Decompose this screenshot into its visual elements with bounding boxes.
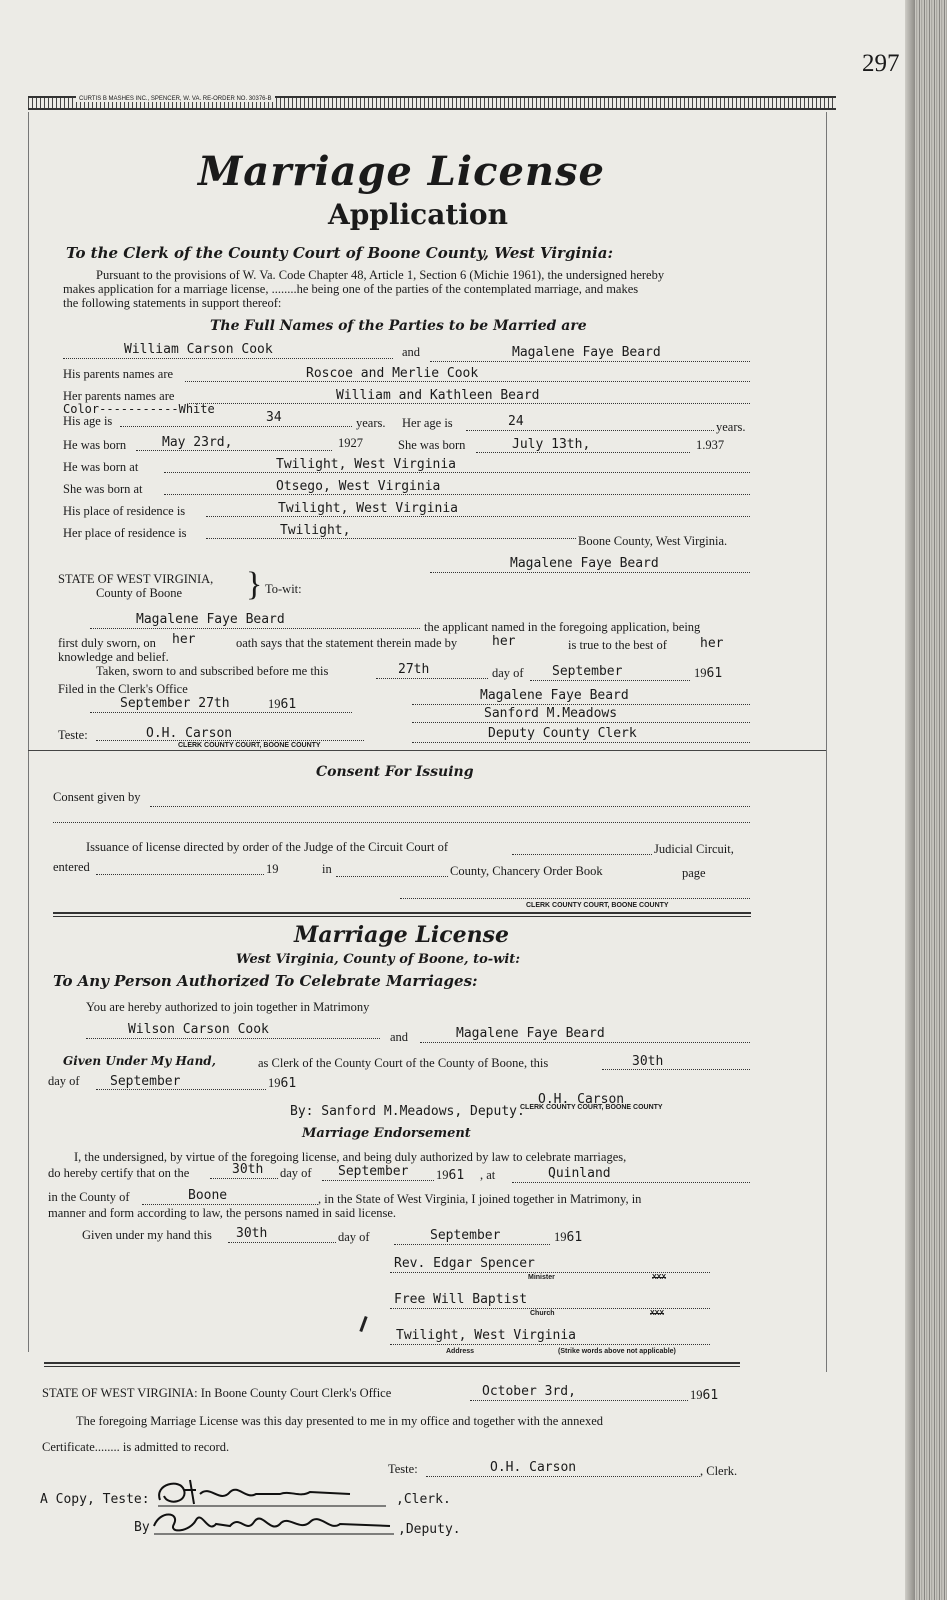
entered-county-line [336,876,448,877]
signer-2-line [412,722,750,723]
top-border-band [28,96,836,110]
endorsement-county-line [142,1204,318,1205]
entered-line [96,874,264,875]
endorsement-month-line [322,1180,434,1181]
recording-text-2: Certificate........ is admitted to record. [42,1440,230,1454]
license-year: 61 [280,1076,297,1091]
license-clerk-caption: CLERK COUNTY COURT, BOONE COUNTY [520,1104,663,1111]
endorsement-given-day-line [228,1242,336,1243]
authorized-text: You are hereby authorized to join together in Matrimony [86,1000,370,1014]
given-month-line [96,1089,266,1090]
endorsement-text-1: I, the undersigned, by virtue of the foregoing license, and being duly authorized by law to celebrate marriages, [74,1150,627,1164]
given-day-line [602,1069,750,1070]
endorsement-given-year-prefix: 19 [554,1230,567,1244]
his-parents-label: His parents names are [63,367,174,381]
license-bride: Magalene Faye Beard [456,1026,605,1041]
affidavit-pron-1: her [172,632,196,647]
printer-mark: CURTIS B MASHES INC., SPENCER, W. VA. RE-ORDER NO. 30376-B [76,96,275,102]
filed-date: September 27th [120,696,230,711]
her-age-label: Her age is [402,416,453,430]
church-line [390,1308,710,1309]
license-groom-line [86,1038,380,1039]
his-residence: Twilight, West Virginia [278,501,459,516]
sworn-day-of: day of [492,666,524,680]
sworn-month-line [530,680,690,681]
her-age-line [466,430,714,431]
given-text: as Clerk of the County Court of the County of Boone, this [258,1056,549,1070]
deputy-signature [150,1504,400,1540]
his-age-line [120,426,352,427]
endorsement-county-label: in the County of [48,1190,130,1204]
groom-name-line [63,358,393,359]
affidavit-pron-2: her [492,634,516,649]
entered-label: entered [53,860,90,874]
address-value: Twilight, West Virginia [396,1328,577,1343]
he-born-at: Twilight, West Virginia [276,457,457,472]
strike-note: (Strike words above not applicable) [558,1348,676,1355]
page-edge-shadow [905,0,915,1600]
endorsement-text-4: manner and form according to law, the persons named in said license. [48,1206,397,1220]
endorsement-given-label: Given under my hand this [82,1228,212,1242]
his-age: 34 [266,410,282,425]
church-struck-word: XXX [650,1310,665,1317]
applicant-signature-line [430,572,750,573]
consent-heading: Consent For Issuing [316,764,474,780]
endorsement-year: 61 [448,1168,465,1183]
application-title: Marriage License [198,148,605,195]
ink-mark [359,1316,367,1332]
license-and: and [390,1030,409,1044]
bride-name-line [430,361,750,362]
her-residence-label: Her place of residence is [63,526,187,540]
teste-line [96,740,364,741]
recording-state-text: STATE OF WEST VIRGINIA: In Boone County Court Clerk's Office [42,1386,392,1400]
endorsement-county: Boone [188,1188,228,1203]
license-bride-line [420,1042,750,1043]
endorsement-month: September [338,1164,409,1179]
minister-struck-word: XXX [652,1274,667,1281]
color-field: Color-----------White [63,402,215,416]
affidavit-text-2a: first duly sworn, on [58,636,156,650]
signer-1: Magalene Faye Beard [480,688,629,703]
license-addressee: To Any Person Authorized To Celebrate Marriages: [53,972,478,990]
affidavit-text-2b: oath says that the statement therein made by [236,636,458,650]
sworn-label: Taken, sworn to and subscribed before me this [96,664,329,678]
issuance-text: Issuance of license directed by order of the Judge of the Circuit Court of [86,840,449,854]
endorsement-day: 30th [232,1162,264,1177]
she-born-at-line [164,494,750,495]
endorsement-at: , at [480,1168,496,1182]
preamble-line-3: the following statements in support thereof: [63,296,282,310]
entered-in: in [322,862,332,876]
consent-extra-line [53,822,750,823]
minister-caption: Minister [528,1274,555,1281]
bride-name: Magalene Faye Beard [512,345,661,360]
consent-clerk-caption: CLERK COUNTY COURT, BOONE COUNTY [526,902,669,909]
affidavit-pron-3: her [700,636,724,651]
license-double-rule [53,912,751,917]
copy-by-label: By [134,1520,150,1535]
chancery-label: County, Chancery Order Book [450,864,603,878]
sworn-year: 61 [706,666,723,681]
recording-date-line [470,1400,688,1401]
her-parents-line [189,403,750,404]
entered-nineteen: 19 [266,862,279,876]
he-born-year: 1927 [338,436,363,450]
recording-date: October 3rd, [482,1384,576,1399]
endorsement-year-prefix: 19 [436,1168,449,1182]
her-age: 24 [508,414,524,429]
she-born-date: July 13th, [512,437,591,452]
church-caption: Church [530,1310,555,1317]
he-born-date: May 23rd, [162,435,233,450]
endorsement-given-day: 30th [236,1226,268,1241]
county-suffix: Boone County, West Virginia. [578,534,728,548]
application-addressee: To the Clerk of the County Court of Boone County, West Virginia: [66,244,614,262]
her-parents: William and Kathleen Beard [336,388,540,403]
license-title: Marriage License [294,922,510,948]
endorsement-text-2a: do hereby certify that on the [48,1166,190,1180]
she-born-line [476,452,690,453]
endorsement-given-year: 61 [566,1230,583,1245]
consent-given-by: Consent given by [53,790,141,804]
filed-year: 61 [280,697,297,712]
he-born-label: He was born [63,438,127,452]
she-born-year: 1.937 [696,438,725,452]
sworn-month: September [552,664,623,679]
he-born-line [136,450,332,451]
page-label: page [682,866,706,880]
his-residence-label: His place of residence is [63,504,186,518]
license-clerk-name: O.H. Carson [538,1092,625,1107]
endorsement-place: Quinland [548,1166,611,1181]
sworn-day-line [376,678,488,679]
affidavit-brace: } [246,566,263,603]
he-born-at-line [164,472,750,473]
sworn-year-prefix: 19 [694,666,707,680]
minister-name: Rev. Edgar Spencer [394,1256,535,1271]
license-deputy: By: Sanford M.Meadows, Deputy. [290,1104,525,1119]
endorsement-given-month: September [430,1228,501,1243]
address-line [390,1344,710,1345]
filed-line [90,712,352,713]
filed-year-prefix: 19 [268,697,281,711]
names-and: and [402,345,421,359]
his-age-label: His age is [63,414,113,428]
right-margin-line [826,112,827,1372]
sworn-day: 27th [398,662,430,677]
affidavit-to-wit: To-wit: [265,582,302,596]
recording-double-rule [44,1362,740,1367]
signer-2: Sanford M.Meadows [484,706,618,721]
her-residence-line [206,538,576,539]
groom-name: William Carson Cook [124,342,273,357]
he-born-at-label: He was born at [63,460,139,474]
affidavit-text-2c: is true to the best of [568,638,667,652]
applicant-signature: Magalene Faye Beard [510,556,659,571]
endorsement-text-2b: day of [280,1166,312,1180]
affiant-line [90,628,420,629]
left-margin-line [28,112,29,1352]
affidavit-text-3: knowledge and belief. [58,650,169,664]
filed-label: Filed in the Clerk's Office [58,682,188,696]
affidavit-text-1: the applicant named in the foregoing application, being [424,620,701,634]
endorsement-text-3: , in the State of West Virginia, I joined together in Matrimony, in [318,1192,642,1206]
given-under-hand: Given Under My Hand, [63,1054,216,1068]
recording-teste-label: Teste: [388,1462,418,1476]
teste-label: Teste: [58,728,88,742]
license-groom: Wilson Carson Cook [128,1022,269,1037]
she-born-label: She was born [398,438,466,452]
preamble-line-2: makes application for a marriage license, ........he being one of the parties of the contemplated marriage, and makes [63,282,639,296]
consent-given-by-line [150,806,750,807]
endorsement-place-line [512,1182,750,1183]
license-day-of: day of [48,1074,80,1088]
license-year-prefix: 19 [268,1076,281,1090]
her-parents-label: Her parents names are [63,389,175,403]
deputy-title-line [412,742,750,743]
consent-clerk-line [400,898,750,899]
endorsement-given-month-line [394,1244,550,1245]
preamble-line-1: Pursuant to the provisions of W. Va. Code Chapter 48, Article 1, Section 6 (Michie 1961), the undersigned hereby [96,268,665,282]
affidavit-county: County of Boone [96,586,183,600]
his-parents-line [185,381,750,382]
recording-teste-line [426,1476,700,1477]
recording-year: 61 [702,1388,719,1403]
teste-name: O.H. Carson [146,726,233,741]
affidavit-state: STATE OF WEST VIRGINIA, [58,572,214,586]
page-number: 297 [862,50,900,77]
recording-year-prefix: 19 [690,1388,703,1402]
issuance-end: Judicial Circuit, [654,842,734,856]
address-caption: Address [446,1348,475,1355]
she-born-at: Otsego, West Virginia [276,479,441,494]
endorsement-heading: Marriage Endorsement [302,1126,471,1141]
license-subtitle: West Virginia, County of Boone, to-wit: [236,952,521,967]
copy-teste-label: A Copy, Teste: [40,1492,150,1507]
recording-teste-name: O.H. Carson [490,1460,577,1475]
her-residence: Twilight, [280,523,351,538]
his-years-label: years. [356,416,386,430]
circuit-line [512,854,652,855]
her-years-label: years. [716,420,746,434]
application-subtitle: Application [328,198,508,231]
recording-clerk-suffix: , Clerk. [700,1464,738,1478]
given-day: 30th [632,1054,664,1069]
endorsement-day-line [210,1178,278,1179]
his-residence-line [206,516,750,517]
given-month: September [110,1074,181,1089]
she-born-at-label: She was born at [63,482,143,496]
minister-line [390,1272,710,1273]
endorsement-day-of: day of [338,1230,370,1244]
recording-text-1: The foregoing Marriage License was this day presented to me in my office and together with the annexed [76,1414,604,1428]
affidavit-separator [28,750,826,751]
affidavit-clerk-caption: CLERK COUNTY COURT, BOONE COUNTY [178,742,321,749]
copy-deputy-suffix: ,Deputy. [398,1522,461,1537]
copy-clerk-suffix: ,Clerk. [396,1492,451,1507]
his-parents: Roscoe and Merlie Cook [306,366,479,381]
affiant-name: Magalene Faye Beard [136,612,285,627]
church-name: Free Will Baptist [394,1292,528,1307]
deputy-title: Deputy County Clerk [488,726,637,741]
names-heading: The Full Names of the Parties to be Married are [210,318,587,334]
signer-1-line [412,704,750,705]
book-page-edges [915,0,947,1600]
